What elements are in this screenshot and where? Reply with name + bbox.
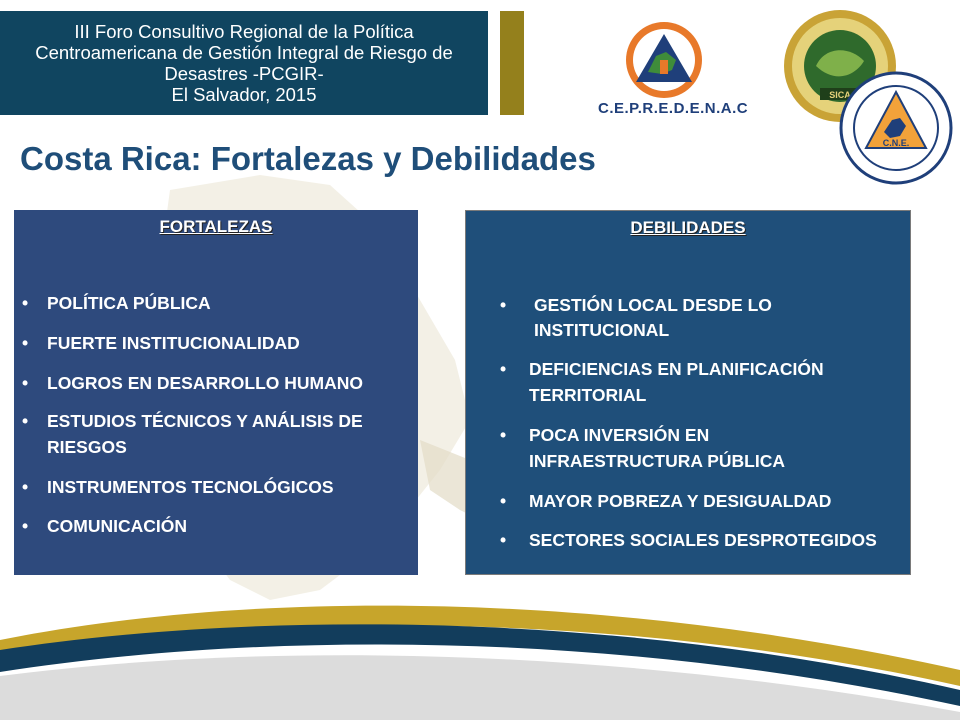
banner-line: III Foro Consultivo Regional de la Política (74, 21, 414, 42)
cne-seal-logo (838, 70, 954, 186)
debilidad-text: TERRITORIAL (529, 385, 647, 405)
gold-accent-bar (500, 11, 524, 115)
debilidad-text: SECTORES SOCIALES DESPROTEGIDOS (529, 530, 877, 550)
fortaleza-text: ESTUDIOS TÉCNICOS Y ANÁLISIS DE (47, 411, 363, 431)
debilidad-text: INFRAESTRUCTURA PÚBLICA (529, 451, 786, 471)
fortalezas-panel (14, 210, 418, 575)
banner-line: Desastres -PCGIR- (164, 63, 324, 84)
bullet-icon: • (500, 491, 507, 511)
cne-label: C.N.E. (882, 138, 910, 148)
debilidad-text: INSTITUCIONAL (534, 320, 670, 340)
fortaleza-text: INSTRUMENTOS TECNOLÓGICOS (47, 477, 334, 497)
fortaleza-text: POLÍTICA PÚBLICA (47, 293, 211, 313)
bullet-icon: • (500, 425, 507, 445)
debilidad-text: GESTIÓN LOCAL DESDE LO (534, 295, 772, 315)
fortaleza-text: FUERTE INSTITUCIONALIDAD (47, 333, 300, 353)
fortaleza-text: RIESGOS (47, 437, 127, 457)
bullet-icon: • (500, 530, 507, 550)
debilidades-panel (465, 210, 911, 575)
banner-line: El Salvador, 2015 (171, 84, 317, 105)
bullet-icon: • (500, 295, 507, 315)
sica-label: SICA (829, 90, 851, 100)
debilidades-heading: DEBILIDADES (630, 218, 746, 237)
bullet-icon: • (22, 293, 29, 313)
bullet-icon: • (22, 516, 29, 536)
bullet-icon: • (22, 373, 29, 393)
bullet-icon: • (500, 359, 507, 379)
bullet-icon: • (22, 477, 29, 497)
fortaleza-text: COMUNICACIÓN (47, 516, 187, 536)
conference-banner (0, 11, 488, 115)
bullet-icon: • (22, 333, 29, 353)
debilidad-text: MAYOR POBREZA Y DESIGUALDAD (529, 491, 832, 511)
banner-line: Centroamericana de Gestión Integral de Riesgo de (35, 42, 453, 63)
fortalezas-heading: FORTALEZAS (159, 217, 273, 236)
bullet-icon: • (22, 411, 29, 431)
debilidad-text: POCA INVERSIÓN EN (529, 425, 710, 445)
fortaleza-text: LOGROS EN DESARROLLO HUMANO (47, 373, 363, 393)
debilidad-text: DEFICIENCIAS EN PLANIFICACIÓN (529, 359, 824, 379)
slide-title: Costa Rica: Fortalezas y Debilidades (20, 140, 596, 177)
cepredenac-wordmark: C.E.P.R.E.D.E.N.A.C (598, 100, 749, 117)
